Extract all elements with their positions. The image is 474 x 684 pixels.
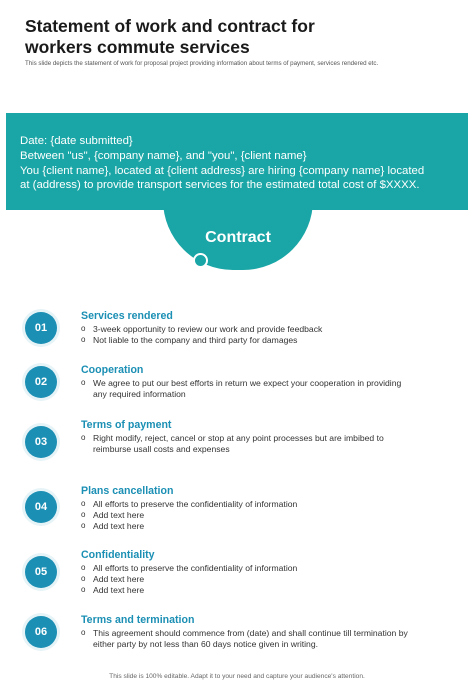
bullet-icon: o (81, 433, 86, 442)
page-title-line-2: workers commute services (25, 37, 250, 57)
bullet-item (81, 585, 411, 596)
section-number-badge: 06 (25, 616, 57, 648)
bullet-list (81, 324, 411, 346)
bullet-icon: o (81, 378, 86, 387)
contract-label: Contract (205, 229, 271, 246)
bullet-item (81, 510, 411, 521)
bullet-text: Add text here (93, 520, 145, 531)
bullet-text: 3-week opportunity to review our work and provide feedback (93, 324, 323, 334)
bullet-text: Not liable to the company and third party for damages (93, 334, 298, 345)
bullet-icon: o (81, 584, 86, 594)
banner-line-parties: Between "us", {company name}, and "you", {client name} (20, 149, 307, 162)
bullet-icon: o (81, 334, 86, 344)
section-heading: Terms and termination (81, 614, 195, 626)
bullet-list (81, 563, 411, 595)
contract-summary-banner (6, 113, 468, 210)
page-title-line-1: Statement of work and contract for (25, 16, 315, 36)
bullet-icon: o (81, 628, 86, 637)
bullet-text: We agree to put our best efforts in return we expect your cooperation in providing any required information (93, 378, 402, 399)
bullet-item (81, 335, 411, 346)
section-heading: Confidentiality (81, 549, 155, 561)
section-number-badge: 02 (25, 366, 57, 398)
section-number-badge: 03 (25, 426, 57, 458)
bullet-text: Add text here (93, 584, 145, 595)
section-heading: Terms of payment (81, 419, 172, 431)
section-number-badge: 01 (25, 312, 57, 344)
bullet-text: Right modify, reject, cancel or stop at any point processes but are imbibed to reimburse usall costs and expenses (93, 433, 384, 454)
page-subtitle: This slide depicts the statement of work for proposal project providing information about terms of payment, services rendered etc. (25, 60, 379, 67)
bullet-icon: o (81, 573, 86, 583)
bullet-text: Add text here (93, 509, 145, 520)
banner-line-location: You {client name}, located at {client address} are hiring {company name} located (20, 164, 425, 177)
bullet-item (81, 433, 411, 455)
bullet-icon: o (81, 509, 86, 519)
section-heading: Services rendered (81, 310, 173, 322)
section-number-badge: 04 (25, 491, 57, 523)
bullet-item (81, 628, 411, 650)
page-title (25, 16, 455, 58)
bullet-list (81, 628, 411, 650)
bullet-icon: o (81, 324, 86, 333)
section-heading: Cooperation (81, 364, 144, 376)
banner-line-date: Date: {date submitted} (20, 135, 133, 147)
bullet-list (81, 433, 411, 455)
bullet-list (81, 499, 411, 531)
footer-note: This slide is 100% editable. Adapt it to your need and capture your audience's attention. (109, 673, 365, 680)
bullet-item (81, 521, 411, 532)
bullet-icon: o (81, 499, 86, 508)
bullet-text: Add text here (93, 573, 145, 584)
section-number-badge: 05 (25, 556, 57, 588)
bullet-text: All efforts to preserve the confidentiality of information (93, 563, 298, 573)
banner-line-cost: at (address) to provide transport services for the estimated total cost of $XXXX. (20, 179, 420, 192)
bullet-item (81, 563, 411, 574)
section-heading: Plans cancellation (81, 485, 174, 497)
bullet-text: This agreement should commence from (date) and shall continue till termination by either party by not less than 60 days notice given in writing. (93, 628, 408, 649)
bullet-list (81, 378, 411, 400)
bullet-item (81, 499, 411, 510)
bullet-icon: o (81, 520, 86, 530)
bullet-item (81, 574, 411, 585)
contract-dot-decoration (193, 253, 208, 268)
bullet-item (81, 324, 411, 335)
bullet-icon: o (81, 563, 86, 572)
bullet-item (81, 378, 411, 400)
bullet-text: All efforts to preserve the confidentiality of information (93, 499, 298, 509)
